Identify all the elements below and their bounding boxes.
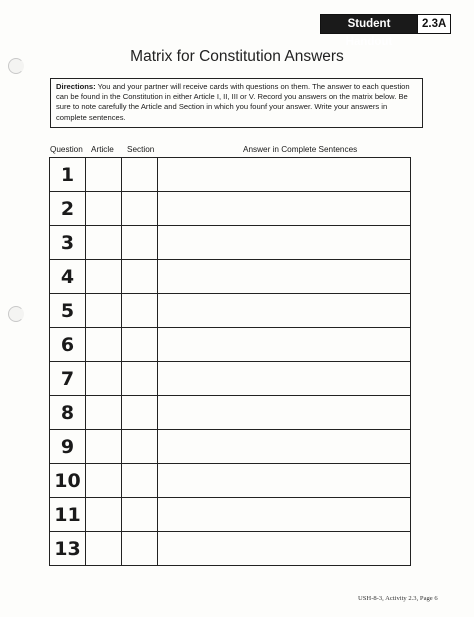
article-cell[interactable]: [86, 396, 122, 430]
question-number: 7: [50, 362, 86, 396]
question-number: 13: [50, 532, 86, 566]
section-cell[interactable]: [122, 328, 158, 362]
table-row: [50, 498, 411, 532]
answer-matrix: [49, 157, 411, 566]
handout-label: Student Handout: [321, 15, 417, 33]
table-row: [50, 328, 411, 362]
table-row: [50, 158, 411, 192]
question-number: 3: [50, 226, 86, 260]
article-cell[interactable]: [86, 260, 122, 294]
header-article: Article: [91, 145, 114, 154]
answer-cell[interactable]: [158, 362, 411, 396]
answer-cell[interactable]: [158, 498, 411, 532]
section-cell[interactable]: [122, 362, 158, 396]
table-row: [50, 294, 411, 328]
section-cell[interactable]: [122, 294, 158, 328]
article-cell[interactable]: [86, 498, 122, 532]
answer-cell[interactable]: [158, 192, 411, 226]
article-cell[interactable]: [86, 362, 122, 396]
article-cell[interactable]: [86, 226, 122, 260]
question-number: 2: [50, 192, 86, 226]
question-number: 4: [50, 260, 86, 294]
table-headers: [49, 145, 411, 157]
table-row: [50, 532, 411, 566]
table-row: [50, 362, 411, 396]
answer-cell[interactable]: [158, 532, 411, 566]
table-row: [50, 260, 411, 294]
question-number: 5: [50, 294, 86, 328]
question-number: 9: [50, 430, 86, 464]
section-cell[interactable]: [122, 260, 158, 294]
directions-box: [50, 78, 423, 128]
section-cell[interactable]: [122, 192, 158, 226]
section-cell[interactable]: [122, 226, 158, 260]
student-handout-badge: [320, 14, 451, 48]
article-cell[interactable]: [86, 532, 122, 566]
table-row: [50, 430, 411, 464]
directions-label: Directions:: [56, 82, 96, 91]
answer-cell[interactable]: [158, 464, 411, 498]
article-cell[interactable]: [86, 294, 122, 328]
answer-cell[interactable]: [158, 260, 411, 294]
header-answer: Answer in Complete Sentences: [243, 145, 358, 154]
article-cell[interactable]: [86, 464, 122, 498]
header-section: Section: [127, 145, 155, 154]
table-row: [50, 396, 411, 430]
section-cell[interactable]: [122, 430, 158, 464]
section-cell[interactable]: [122, 464, 158, 498]
table-row: [50, 226, 411, 260]
question-number: 8: [50, 396, 86, 430]
section-cell[interactable]: [122, 396, 158, 430]
page-footer: USH-8-3, Activity 2.3, Page 6: [358, 595, 438, 602]
handout-number: 2.3A: [417, 15, 450, 33]
section-cell[interactable]: [122, 498, 158, 532]
section-cell[interactable]: [122, 532, 158, 566]
table-row: [50, 192, 411, 226]
answer-cell[interactable]: [158, 158, 411, 192]
answer-cell[interactable]: [158, 226, 411, 260]
answer-cell[interactable]: [158, 328, 411, 362]
section-cell[interactable]: [122, 158, 158, 192]
article-cell[interactable]: [86, 158, 122, 192]
directions-text: You and your partner will receive cards with questions on them. The answer to each question can be found in the Constitution in either Article I, II, III or V. Record you answers on the matrix below. Be sure to note carefully the Article and Section in which you founf your answer. Write your answers in complete sentences.: [56, 82, 410, 122]
binder-hole-middle: [8, 306, 24, 322]
question-number: 6: [50, 328, 86, 362]
table-row: [50, 464, 411, 498]
article-cell[interactable]: [86, 430, 122, 464]
question-number: 11: [50, 498, 86, 532]
page-title: Matrix for Constitution Answers: [130, 48, 344, 65]
answer-cell[interactable]: [158, 294, 411, 328]
answer-cell[interactable]: [158, 396, 411, 430]
question-number: 1: [50, 158, 86, 192]
question-number: 10: [50, 464, 86, 498]
article-cell[interactable]: [86, 192, 122, 226]
answer-cell[interactable]: [158, 430, 411, 464]
article-cell[interactable]: [86, 328, 122, 362]
header-question: Question: [50, 145, 83, 154]
